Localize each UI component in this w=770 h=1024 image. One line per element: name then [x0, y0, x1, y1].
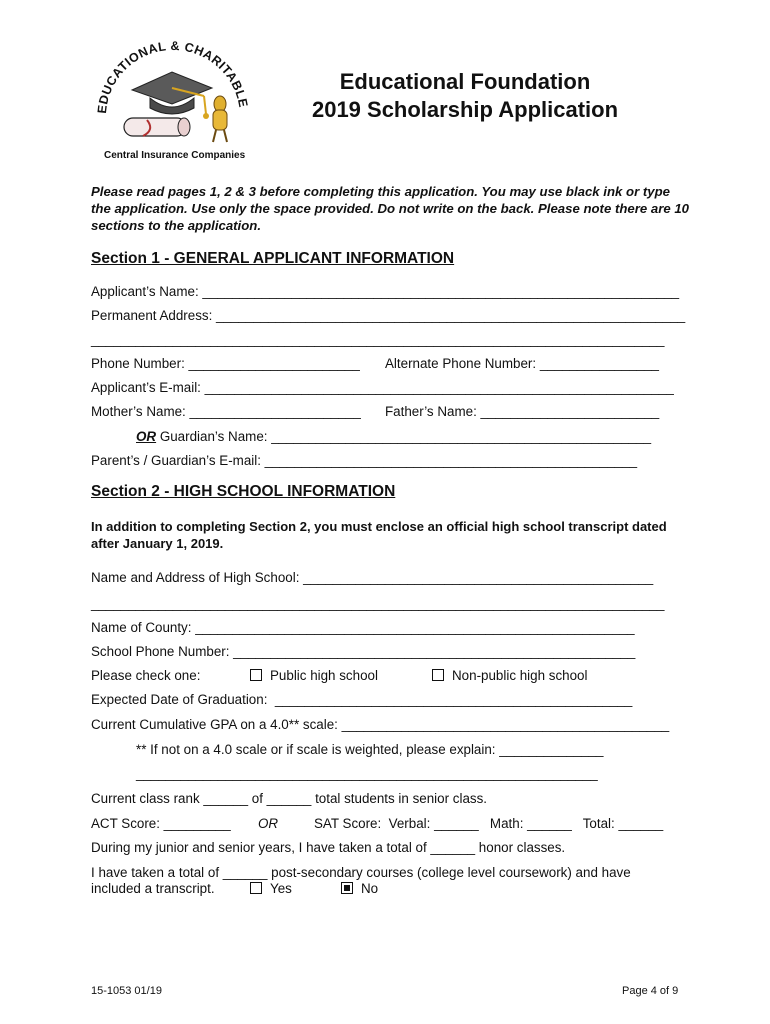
gpa-explain-line-2[interactable]: ______________________________________________________________ — [136, 766, 598, 781]
public-school-option[interactable] — [250, 668, 378, 684]
guardian-name-field[interactable] — [136, 429, 651, 445]
title-line-2: 2019 Scholarship Application — [311, 97, 619, 122]
permanent-address-field[interactable]: Permanent Address: _______________________________________________________________ — [91, 308, 686, 323]
act-sat-or-label: OR — [258, 816, 279, 831]
page-title — [300, 68, 630, 124]
alternate-phone-field[interactable]: Alternate Phone Number: ________________ — [385, 356, 659, 371]
applicant-email-field[interactable]: Applicant’s E-mail: _______________________________________________________________ — [91, 380, 674, 395]
public-school-checkbox[interactable] — [250, 669, 262, 681]
page-number: Page 4 of 9 — [622, 985, 679, 997]
nonpublic-school-label: Non-public high school — [452, 668, 588, 683]
transcript-no-option[interactable] — [341, 881, 378, 897]
school-phone-field[interactable]: School Phone Number: ______________________________________________________ — [91, 644, 636, 659]
graduation-date-field[interactable]: Expected Date of Graduation: ________________________________________________ — [91, 692, 633, 707]
guardian-name-label: Guardian’s Name: ___________________________________________________ — [156, 429, 652, 444]
address-line-2-field[interactable]: _____________________________________________________________________________ — [91, 332, 665, 347]
check-one-label: Please check one: — [91, 668, 201, 683]
nonpublic-school-checkbox[interactable] — [432, 669, 444, 681]
transcript-yes-option[interactable] — [250, 881, 292, 897]
father-name-field[interactable]: Father’s Name: ________________________ — [385, 404, 660, 419]
sat-score-field[interactable]: SAT Score: Verbal: ______ Math: ______ Total: ______ — [314, 816, 664, 831]
gpa-field[interactable]: Current Cumulative GPA on a 4.0** scale: ____________________________________________ — [91, 717, 670, 732]
county-field[interactable]: Name of County: ___________________________________________________________ — [91, 620, 635, 635]
gpa-explain-field[interactable]: ** If not on a 4.0 scale or if scale is weighted, please explain: ______________ — [136, 742, 604, 757]
transcript-yes-label: Yes — [270, 881, 292, 896]
or-label: OR — [136, 429, 157, 444]
public-school-label: Public high school — [270, 668, 378, 683]
honor-classes-field[interactable]: During my junior and senior years, I have taken a total of ______ honor classes. — [91, 840, 566, 855]
title-line-1: Educational Foundation — [339, 69, 591, 94]
logo-caption: Central Insurance Companies — [104, 150, 246, 161]
transcript-note: In addition to completing Section 2, you must enclose an official high school transcript dated after January 1, 2019. — [91, 519, 667, 551]
post-secondary-field[interactable]: I have taken a total of ______ post-secondary courses (college level coursework) and have — [91, 865, 631, 880]
phone-number-field[interactable]: Phone Number: _______________________ — [91, 356, 360, 371]
transcript-no-label: No — [361, 881, 379, 896]
transcript-included-label: included a transcript. — [91, 881, 215, 896]
graduation-cap-logo-icon — [92, 16, 252, 166]
logo-arc-text: EDUCATIONAL & CHARITABLE — [94, 38, 251, 115]
parent-email-field[interactable]: Parent’s / Guardian’s E-mail: __________________________________________________ — [91, 453, 638, 468]
nonpublic-school-option[interactable] — [432, 668, 587, 684]
transcript-yes-checkbox[interactable] — [250, 882, 262, 894]
class-rank-field[interactable]: Current class rank ______ of ______ total students in senior class. — [91, 791, 487, 806]
mother-name-field[interactable]: Mother’s Name: _______________________ — [91, 404, 361, 419]
instructions-text: Please read pages 1, 2 & 3 before completing this application. You may use black ink or type the application. Use only the space provided. Do not write on the back. Please note there are 10 sections to the application. — [91, 184, 689, 233]
form-code: 15-1053 01/19 — [91, 985, 162, 997]
applicant-name-field[interactable]: Applicant’s Name: ________________________________________________________________ — [91, 284, 680, 299]
transcript-no-checkbox[interactable] — [341, 882, 353, 894]
high-school-name-field[interactable]: Name and Address of High School: _______________________________________________ — [91, 570, 654, 585]
high-school-address-line-2[interactable]: _____________________________________________________________________________ — [91, 596, 665, 611]
act-score-field[interactable]: ACT Score: _________ — [91, 816, 231, 831]
foundation-logo — [92, 16, 252, 166]
section-2-heading: Section 2 - HIGH SCHOOL INFORMATION — [91, 483, 396, 500]
section-1-heading: Section 1 - GENERAL APPLICANT INFORMATION — [91, 250, 455, 267]
